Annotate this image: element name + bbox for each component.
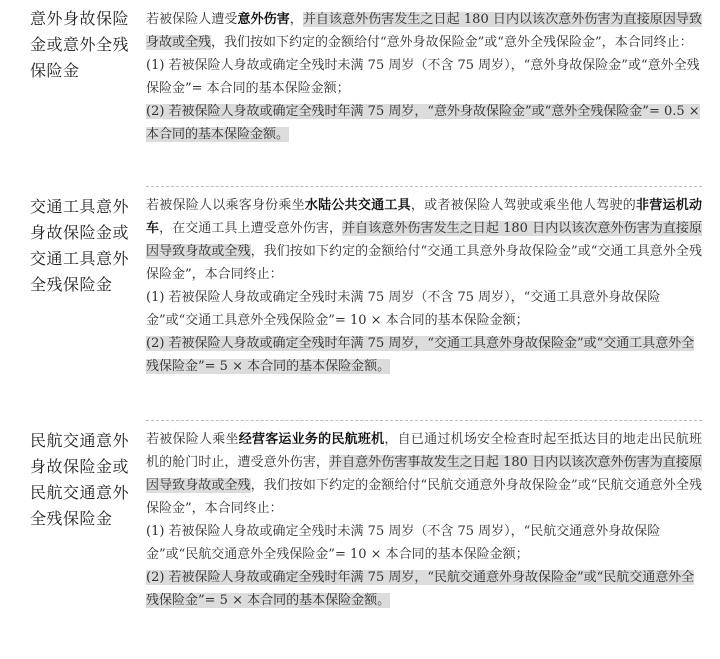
clause-item-2	[146, 332, 702, 378]
text-run: 若被保险人以乘客身份乘坐	[146, 198, 305, 213]
text-run: ，我们按如下约定的金额给付“交通工具意外身故保险金”或“交通工具意外全残保险金”，本合同终止：	[146, 244, 702, 282]
bold-term: 水陆公共交通工具	[304, 198, 411, 213]
text-run: 若被保险人乘坐	[146, 432, 239, 447]
clause-item-1: (1) 若被保险人身故或确定全残时未满 75 周岁（不含 75 周岁），“交通工具意外身故保险金”或“交通工具意外全残保险金”= 10 × 本合同的基本保险金额；	[146, 290, 661, 328]
section-title: 意外身故保险 金或意外全残 保险金	[30, 9, 130, 80]
section-title: 民航交通意外 身故保险金或 民航交通意外 全残保险金	[30, 431, 130, 528]
bold-term: 意外伤害	[237, 12, 290, 27]
highlighted-text: (2) 若被保险人身故或确定全残时年满 75 周岁，“民航交通意外身故保险金”或“民航交通意外全残保险金”= 5 × 本合同的基本保险金额。	[146, 570, 695, 608]
section-title: 交通工具意外 身故保险金或 交通工具意外 全残保险金	[30, 197, 130, 294]
clause-item-1: (1) 若被保险人身故或确定全残时未满 75 周岁（不含 75 周岁），“民航交通意外身故保险金”或“民航交通意外全残保险金”= 10 × 本合同的基本保险金额；	[146, 524, 661, 562]
intro-paragraph	[146, 428, 702, 520]
highlighted-text: 并自意外伤害事故发生之日起 180 日内以该次意外伤害为直接原因导致身故或全残	[146, 455, 702, 493]
highlighted-text: (2) 若被保险人身故或确定全残时年满 75 周岁，“意外身故保险金”或“意外全残保险金”= 0.5 × 本合同的基本保险金额。	[146, 104, 700, 142]
text-run: ，自已通过机场安全检查时起至抵达目的地走出民航班机的舱门时止，遭受意外伤害，	[146, 432, 702, 470]
highlighted-text: (2) 若被保险人身故或确定全残时年满 75 周岁，“交通工具意外身故保险金”或“交通工具意外全残保险金”= 5 × 本合同的基本保险金额。	[146, 336, 695, 374]
text-run: ，我们按如下约定的金额给付“民航交通意外身故保险金”或“民航交通意外全残保险金”，本合同终止：	[146, 478, 702, 516]
text-run: ，	[289, 12, 303, 27]
text-run: 若被保险人遭受	[146, 12, 238, 27]
section-divider	[146, 186, 702, 187]
bold-term: 非营运机动车	[146, 198, 702, 236]
section-body	[146, 8, 702, 146]
section-divider	[146, 420, 702, 421]
highlighted-text: 并自该意外伤害发生之日起 180 日内以该次意外伤害为直接原因导致身故或全残	[146, 221, 702, 259]
text-run: ，我们按如下约定的金额给付“意外身故保险金”或“意外全残保险金”，本合同终止：	[211, 35, 693, 50]
bold-term: 经营客运业务的民航班机	[238, 432, 385, 447]
clause-item-2	[146, 100, 702, 146]
section-body	[146, 194, 702, 378]
clause-item-1: (1) 若被保险人身故或确定全残时未满 75 周岁（不含 75 周岁），“意外身故保险金”或“意外全残保险金”= 本合同的基本保险金额；	[146, 58, 700, 96]
section-body	[146, 428, 702, 612]
intro-paragraph	[146, 194, 702, 286]
text-run: ，在交通工具上遭受意外伤害，	[159, 221, 343, 236]
intro-paragraph	[146, 8, 702, 54]
clause-item-2	[146, 566, 702, 612]
text-run: ，或者被保险人驾驶或乘坐他人驾驶的	[410, 198, 636, 213]
highlighted-text: 并自该意外伤害发生之日起 180 日内以该次意外伤害为直接原因导致身故或全残	[146, 12, 702, 50]
